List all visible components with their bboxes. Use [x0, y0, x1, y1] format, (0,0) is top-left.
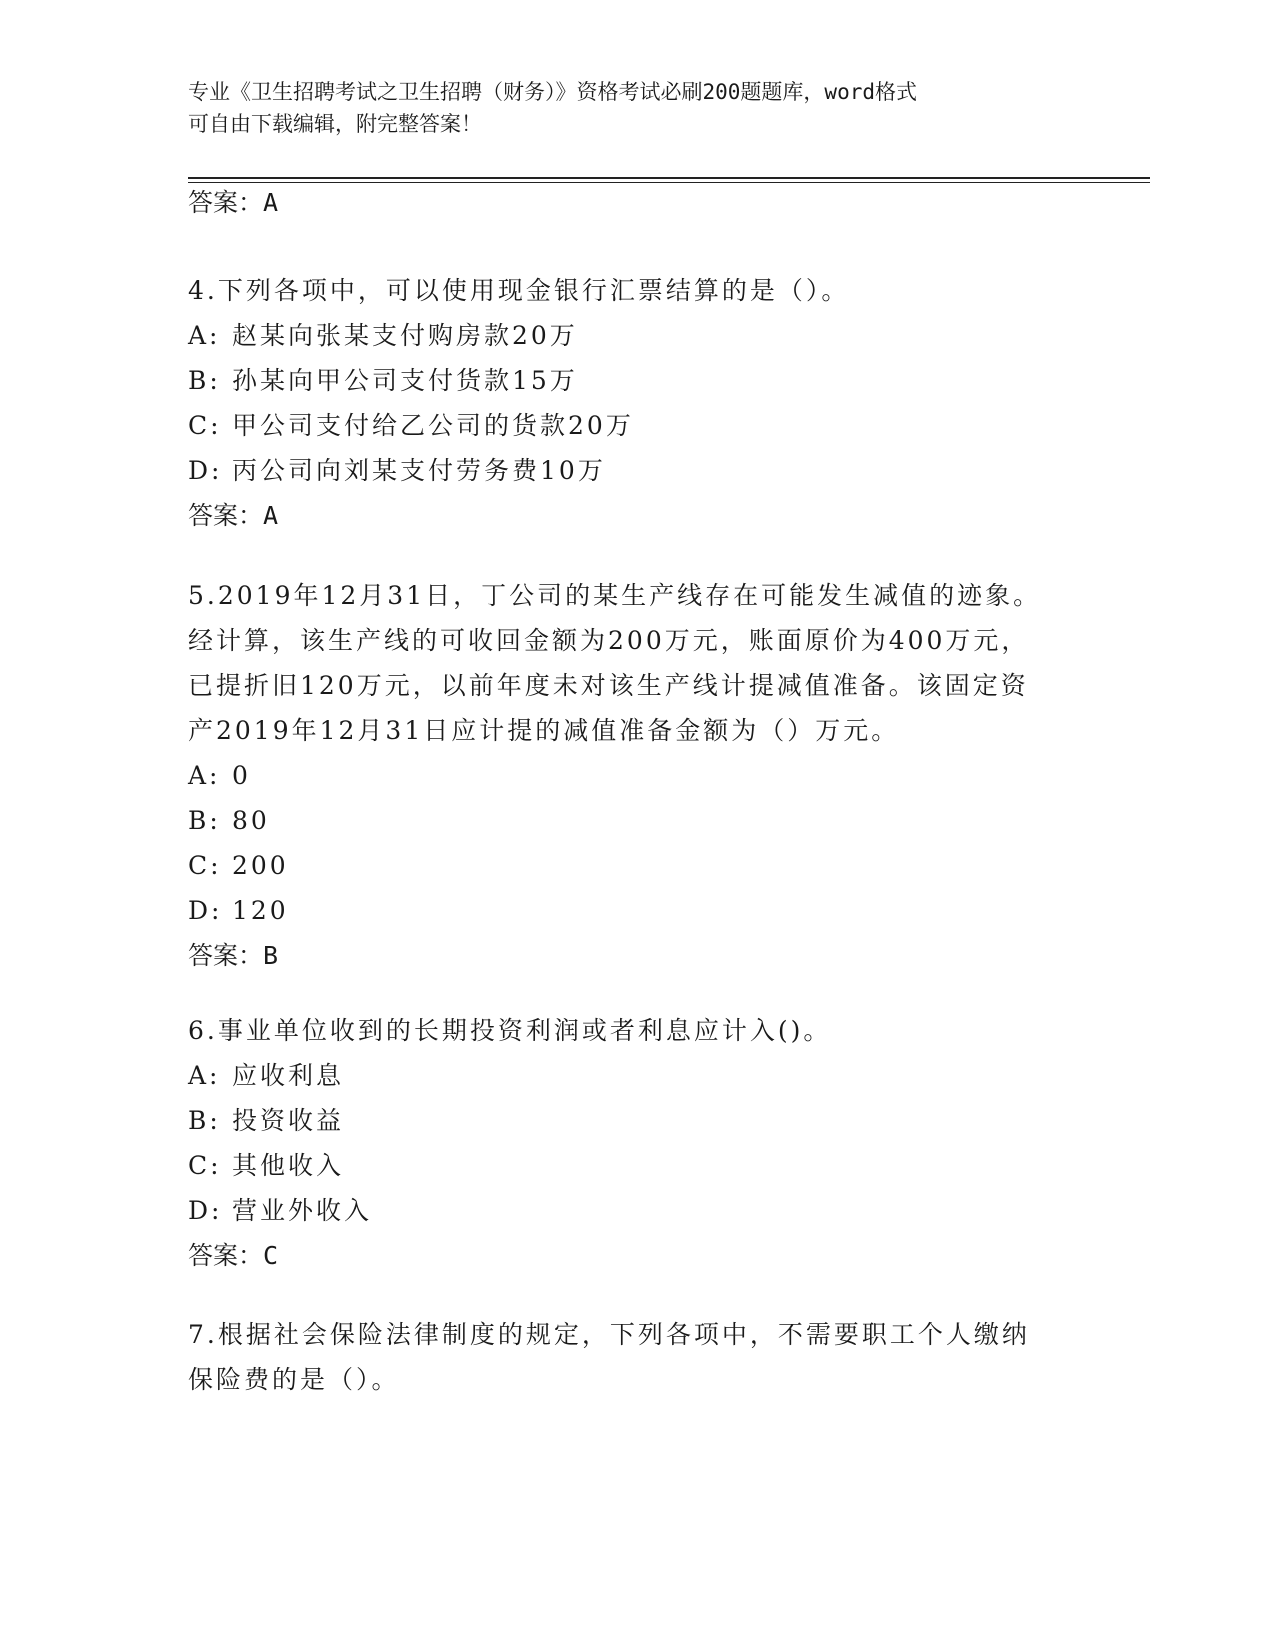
question-5-option-a: A: 0	[188, 761, 251, 790]
question-6	[188, 1008, 1068, 1278]
header-line-2: 可自由下载编辑，附完整答案！	[188, 112, 482, 136]
question-6-option-a: A: 应收利息	[188, 1061, 345, 1090]
question-5	[188, 573, 1068, 978]
document-header	[188, 76, 1068, 140]
question-5-line-4: 产2019年12月31日应计提的减值准备金额为（）万元。	[188, 716, 900, 745]
question-5-line-3: 已提折旧120万元，以前年度未对该生产线计提减值准备。该固定资	[188, 671, 1029, 700]
header-line-1: 专业《卫生招聘考试之卫生招聘（财务）》资格考试必刷200题题库，word格式	[188, 80, 917, 104]
question-6-option-b: B: 投资收益	[188, 1106, 345, 1135]
question-6-option-c: C: 其他收入	[188, 1151, 345, 1180]
question-6-option-d: D: 营业外收入	[188, 1196, 373, 1225]
question-4-text: 4.下列各项中，可以使用现金银行汇票结算的是（）。	[188, 276, 850, 305]
question-5-option-b: B: 80	[188, 806, 270, 835]
question-4-option-c: C: 甲公司支付给乙公司的货款20万	[188, 411, 634, 440]
question-5-line-2: 经计算，该生产线的可收回金额为200万元，账面原价为400万元，	[188, 626, 1030, 655]
question-4	[188, 268, 1068, 538]
question-4-option-d: D: 丙公司向刘某支付劳务费10万	[188, 456, 606, 485]
question-7	[188, 1312, 1068, 1402]
question-6-text: 6.事业单位收到的长期投资利润或者利息应计入()。	[188, 1016, 832, 1045]
question-4-option-a: A: 赵某向张某支付购房款20万	[188, 321, 578, 350]
answer-q3: 答案：A	[188, 188, 279, 217]
question-5-line-1: 5.2019年12月31日，丁公司的某生产线存在可能发生减值的迹象。	[188, 581, 1042, 610]
question-5-answer: 答案：B	[188, 941, 279, 970]
question-4-option-b: B: 孙某向甲公司支付货款15万	[188, 366, 578, 395]
question-5-option-c: C: 200	[188, 851, 289, 880]
question-7-line-2: 保险费的是（）。	[188, 1365, 400, 1394]
question-4-answer: 答案：A	[188, 501, 279, 530]
question-7-line-1: 7.根据社会保险法律制度的规定，下列各项中，不需要职工个人缴纳	[188, 1320, 1030, 1349]
question-6-answer: 答案：C	[188, 1241, 279, 1270]
question-5-option-d: D: 120	[188, 896, 289, 925]
